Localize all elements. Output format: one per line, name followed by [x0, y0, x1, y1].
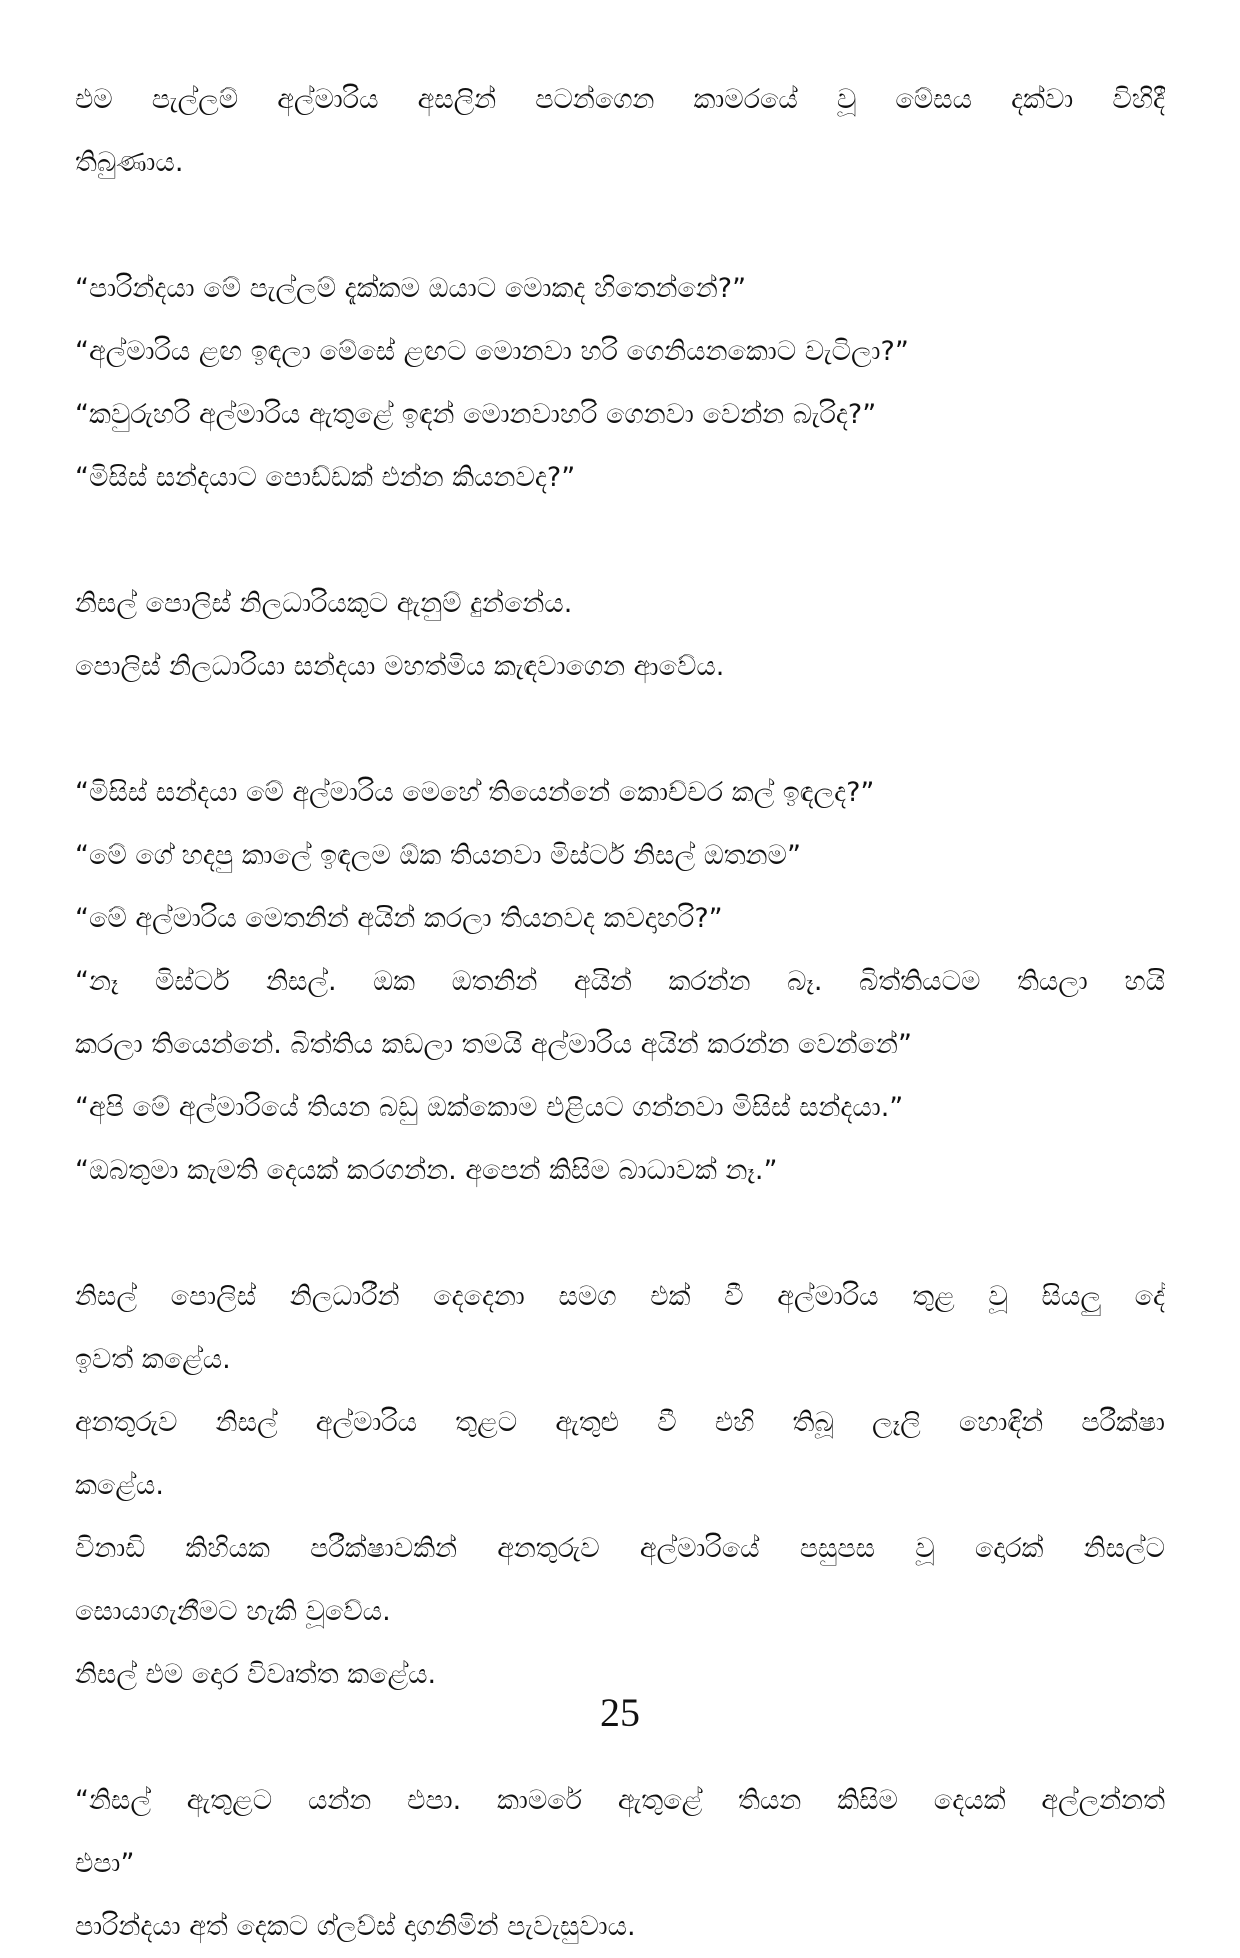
text-line: “අපි මේ අල්මාරියේ තියන බඩු ඔක්කොම එළියට ගන්නවා මිසිස් සන්දයා.”: [75, 1092, 904, 1123]
text-line: “මේ අල්මාරිය මෙතනින් අයින් කරලා තියනවද කවදාහරි?”: [75, 903, 723, 934]
paragraph: [75, 68, 1165, 194]
text-line: කරලා තියෙන්නේ. බිත්තිය කඩලා තමයි අල්මාරිය අයින් කරන්න වෙන්නේ”: [75, 1029, 912, 1060]
page-number: 25: [600, 1690, 640, 1735]
text-line: අනතුරුව නිසල් අල්මාරිය තුළට ඇතුළු වී එහි තිබූ ලෑලි හොඳින් පරීක්ෂා: [75, 1407, 1165, 1438]
text-line: කළේය.: [75, 1470, 164, 1501]
text-line: විනාඩි කිහියක පරීක්ෂාවකින් අනතුරුව අල්මාරියේ පසුපස වූ දොරක් නිසල්ට: [75, 1533, 1165, 1564]
text-line: “මේ ගේ හදපු කාලේ ඉඳලම ඕක තියනවා මිස්ටර් නිසල් ඔතනම”: [75, 840, 801, 871]
text-line: එපා”: [75, 1848, 135, 1879]
paragraph: [75, 257, 1165, 509]
text-line: “කවුරුහරි අල්මාරිය ඇතුළේ ඉඳන් මොනවාහරි ගෙනවා වෙන්න බැරිද?”: [75, 399, 877, 430]
paragraph: [75, 1265, 1165, 1706]
text-line: නිසල් පොලිස් නිලධාරීන් දෙදෙනා සමග එක් වී අල්මාරිය තුළ වූ සියලු දේ: [75, 1281, 1165, 1312]
paragraph: [75, 572, 1165, 698]
text-line: “නෑ මිස්ටර් නිසල්. ඔක ඔතනින් අයින් කරන්න බෑ. බිත්තියටම තියලා හයි: [75, 966, 1165, 997]
text-line: “නිසල් ඇතුළට යන්න එපා. කාමරේ ඇතුළේ තියන කිසිම දෙයක් අල්ලන්නත්: [75, 1785, 1165, 1816]
paragraph-gap: [75, 194, 1165, 257]
paragraph: [75, 1769, 1165, 1958]
paragraph-gap: [75, 509, 1165, 572]
page-body: [75, 68, 1165, 1958]
text-line: “මිසිස් සන්දයාට පොඩ්ඩක් එන්න කියනවද?”: [75, 462, 576, 493]
text-line: සොයාගැනීමට හැකි වූවේය.: [75, 1596, 391, 1627]
paragraph-gap: [75, 1202, 1165, 1265]
text-line: “ඔබතුමා කැමති දෙයක් කරගන්න. අපෙන් කිසිම බාධාවක් නෑ.”: [75, 1155, 778, 1186]
text-line: නිසල් එම දොර විවෘත්ත කළේය.: [75, 1659, 437, 1690]
paragraph: [75, 761, 1165, 1202]
text-line: එම පැල්ලම් අල්මාරිය අසලින් පටන්ගෙන කාමරයේ වූ මේසය දක්වා විහිදී: [75, 84, 1165, 115]
paragraph-gap: [75, 698, 1165, 761]
text-line: පොලිස් නිලධාරියා සන්දයා මහත්මිය කැඳවාගෙන ආවේය.: [75, 651, 725, 682]
text-line: ඉවත් කළේය.: [75, 1344, 231, 1375]
text-line: “අල්මාරිය ළඟ ඉඳලා මේසේ ළඟට මොනවා හරි ගෙනියනකොට වැටිලා?”: [75, 336, 909, 367]
text-line: තිබුණාය.: [75, 147, 184, 178]
text-line: “මිසිස් සන්දයා මේ අල්මාරිය මෙහේ තියෙන්නේ කොච්චර කල් ඉඳලද?”: [75, 777, 875, 808]
text-line: නිසල් පොලිස් නිලධාරියකුට ඇනුම් දුන්නේය.: [75, 588, 573, 619]
text-line: පාරින්දයා අත් දෙකට ග්ලව්ස් දාගනිමින් පැවැසුවාය.: [75, 1911, 636, 1942]
text-line: “පාරින්දයා මේ පැල්ලම් දැක්කම ඔයාට මොකද හිතෙන්නේ?”: [75, 273, 747, 304]
